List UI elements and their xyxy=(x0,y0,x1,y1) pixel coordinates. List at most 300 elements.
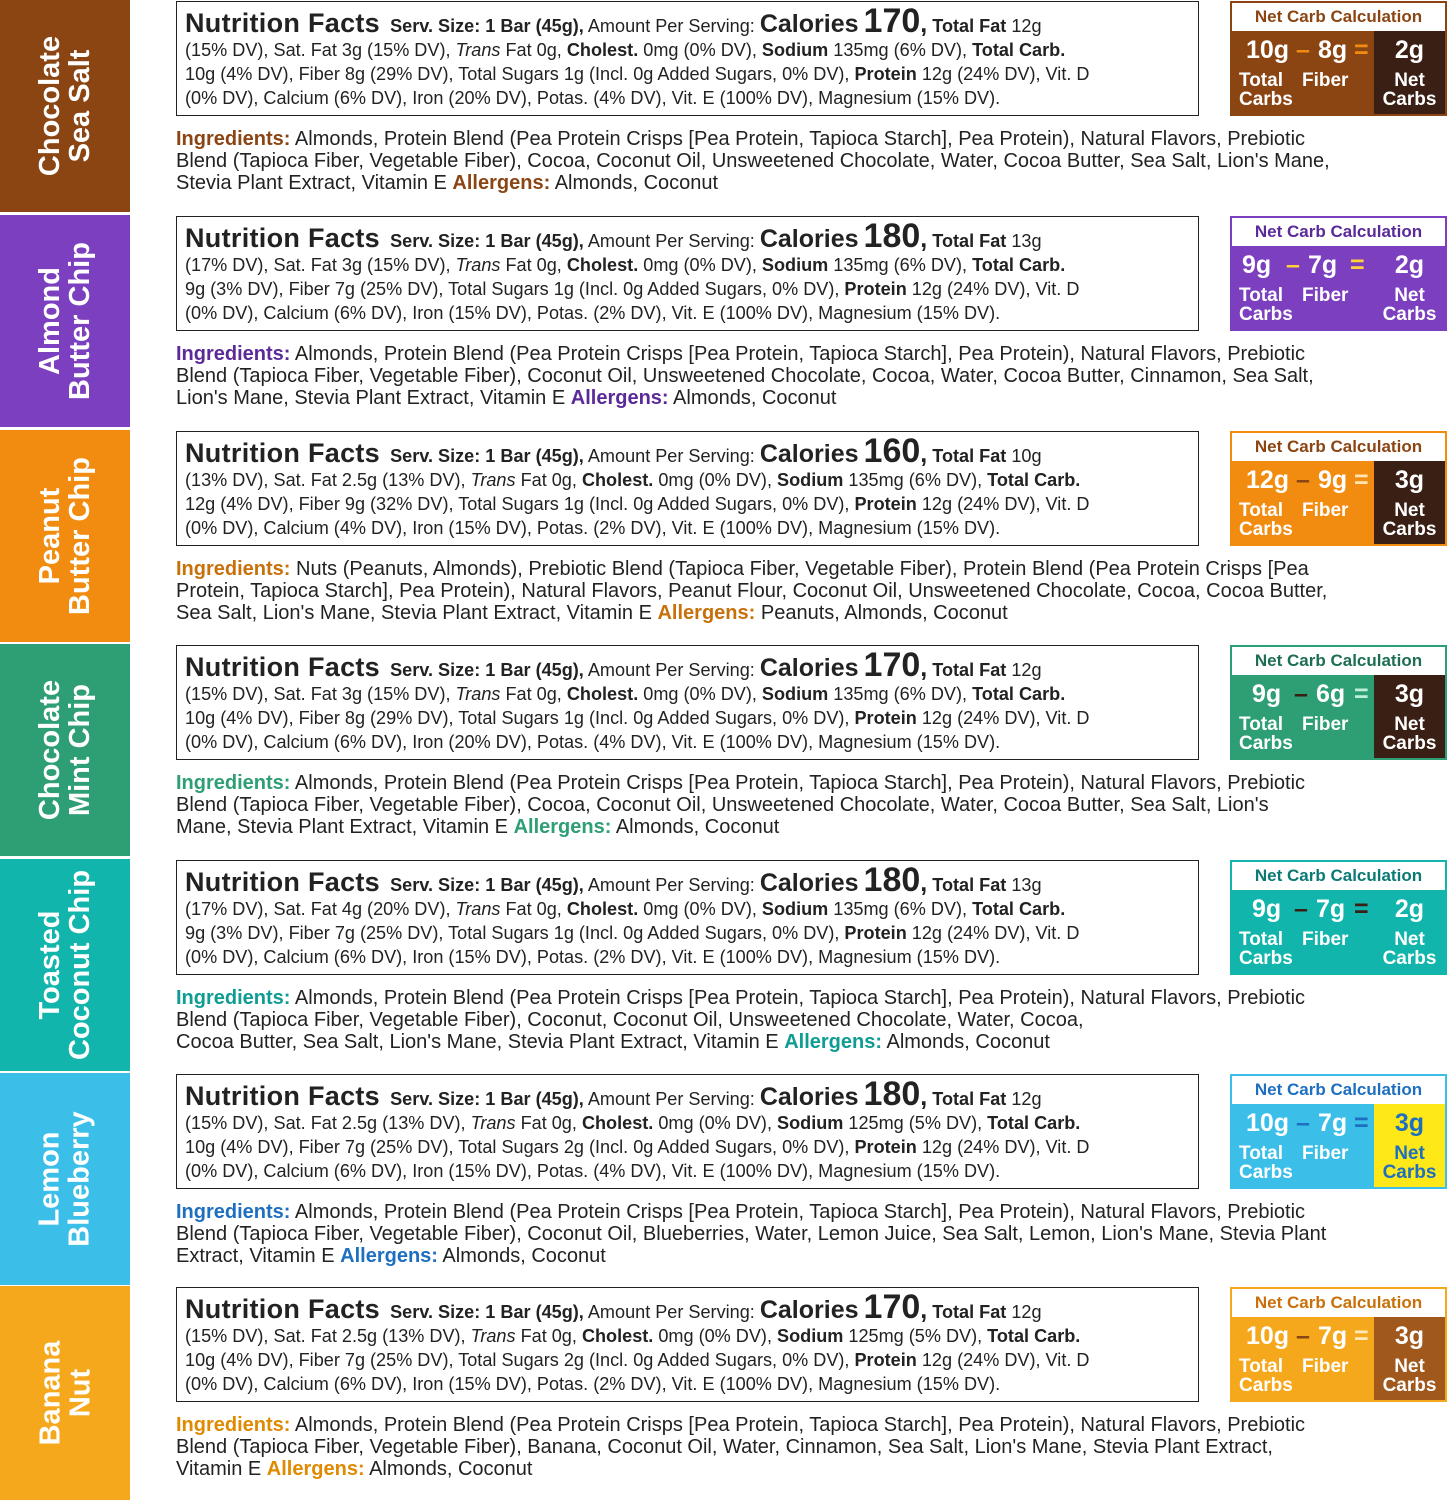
protein-value: 12g (24% DV), Vit. D xyxy=(921,494,1090,514)
amount-per-serving: Amount Per Serving: xyxy=(587,446,755,466)
allergens-label: Allergens: xyxy=(784,1031,883,1053)
total-fat-label: Total Fat xyxy=(932,16,1007,36)
carb-fiber-values: 9g (3% DV), Fiber 7g (25% DV), xyxy=(185,923,444,943)
equals-sign: = xyxy=(1354,1322,1369,1350)
fiber-value: 7g xyxy=(1318,1322,1348,1350)
protein-label: Protein xyxy=(854,1350,917,1370)
trans-fat-value: Fat 0g, xyxy=(520,1326,577,1346)
total-sugars-label: Total Sugars xyxy=(448,279,549,299)
allergens-value: Almonds, Coconut xyxy=(673,387,837,409)
total-carb-label: Total Carb. xyxy=(972,255,1066,275)
cholest-label: Cholest. xyxy=(581,1326,654,1346)
sodium-label: Sodium xyxy=(761,255,829,275)
allergens-value: Almonds, Coconut xyxy=(886,1031,1050,1053)
total-label: Total xyxy=(1239,285,1283,306)
calories-label: Calories xyxy=(759,225,859,253)
ingredients-label: Ingredients: xyxy=(176,1201,291,1223)
fiber-value: 7g xyxy=(1318,1109,1348,1137)
ingredients-line: Almonds, Protein Blend (Pea Protein Crisps [Pea Protein, Tapioca Starch], Pea Protein), Natural Flavors, Prebiotic xyxy=(294,343,1306,365)
carb-fiber-values: 10g (4% DV), Fiber 8g (29% DV), xyxy=(185,708,454,728)
equals-sign: = xyxy=(1354,1109,1369,1137)
ingredients-label: Ingredients: xyxy=(176,772,291,794)
allergens-label: Allergens: xyxy=(340,1245,438,1267)
sodium-value: 135mg (6% DV), xyxy=(833,684,968,704)
calories-label: Calories xyxy=(759,1083,859,1111)
total-fat-dv: (13% DV), xyxy=(185,470,269,490)
protein-label: Protein xyxy=(854,708,917,728)
allergens-value: Almonds, Coconut xyxy=(615,816,780,838)
carbs-label: Carbs xyxy=(1382,733,1437,754)
calories-value: 160 xyxy=(863,432,921,470)
carbs-label: Carbs xyxy=(1239,1375,1293,1396)
nutrition-facts-panel: Nutrition Facts Serv. Size: 1 Bar (45g), Amount Per Serving: Calories 180, Total Fat 13g (17% DV), Sat. Fat 3g (15% DV), Trans Fat 0g, Cholest. 0mg (0% DV), Sodium 135mg (6% DV), Total Carb. 9g (3% DV), Fiber 7g (25% DV), Total Sugars 1g (Incl. 0g Added Sugars, 0% DV), Protein 12g (24% DV), Vit. D (0% DV), Calcium (6% DV), Iron (15% DV), Potas. (2% DV), Vit. E (100% DV), Magnesium (15% DV). xyxy=(176,216,1199,331)
serving-size: Serv. Size: 1 Bar (45g), xyxy=(390,231,584,251)
net-carb-title: Net Carb Calculation xyxy=(1254,7,1423,26)
ingredients-label: Ingredients: xyxy=(176,987,291,1009)
sodium-value: 135mg (6% DV), xyxy=(833,899,968,919)
fiber-label: Fiber xyxy=(1302,285,1349,306)
trans-label: Trans xyxy=(470,1113,516,1133)
cholest-label: Cholest. xyxy=(566,255,639,275)
net-carbs-value: 2g xyxy=(1394,36,1425,64)
carbs-label: Carbs xyxy=(1382,89,1437,110)
net-label: Net xyxy=(1394,285,1425,306)
ingredients-text xyxy=(176,772,1451,838)
sugars-value: 1g (Incl. 0g Added Sugars, 0% DV), xyxy=(563,708,850,728)
carbs-label: Carbs xyxy=(1382,1375,1437,1396)
carbs-label: Carbs xyxy=(1382,519,1437,540)
flavor-label-tab xyxy=(0,644,130,856)
minus-sign: – xyxy=(1296,466,1310,494)
total-label: Total xyxy=(1239,929,1283,950)
net-carbs-value: 3g xyxy=(1394,466,1425,494)
vitamins-minerals: (0% DV), Calcium (6% DV), Iron (15% DV), Potas. (2% DV), Vit. E (100% DV), Magnesium (15% DV). xyxy=(185,1374,1001,1394)
fiber-value: 6g xyxy=(1316,680,1346,708)
sat-fat-label: Sat. Fat xyxy=(273,40,337,60)
total-carbs-value: 10g xyxy=(1246,36,1290,64)
sugars-value: 2g (Incl. 0g Added Sugars, 0% DV), xyxy=(563,1350,850,1370)
total-fat-value: 12g xyxy=(1011,1089,1042,1109)
total-fat-value: 12g xyxy=(1011,660,1042,680)
allergens-value: Almonds, Coconut xyxy=(369,1458,533,1480)
carb-fiber-values: 9g (3% DV), Fiber 7g (25% DV), xyxy=(185,279,444,299)
sugars-value: 1g (Incl. 0g Added Sugars, 0% DV), xyxy=(563,64,850,84)
minus-sign: – xyxy=(1294,895,1308,923)
vitamins-minerals: (0% DV), Calcium (6% DV), Iron (20% DV), Potas. (4% DV), Vit. E (100% DV), Magnesium (15% DV). xyxy=(185,88,1001,108)
fiber-value: 7g xyxy=(1308,251,1338,279)
ingredients-line: Almonds, Protein Blend (Pea Protein Crisps [Pea Protein, Tapioca Starch], Pea Protein), Natural Flavors, Prebiotic xyxy=(294,1201,1306,1223)
total-fat-dv: (17% DV), xyxy=(185,255,269,275)
minus-sign: – xyxy=(1286,251,1300,279)
total-label: Total xyxy=(1239,70,1283,91)
ingredients-line: Blend (Tapioca Fiber, Vegetable Fiber), Banana, Coconut Oil, Water, Cinnamon, Sea Salt, Lion's Mane, Stevia Plant Extract, xyxy=(176,1436,1273,1458)
sat-fat-value: 3g (15% DV), xyxy=(341,684,451,704)
ingredients-line: Lion's Mane, Stevia Plant Extract, Vitamin E xyxy=(176,387,566,409)
carbs-label: Carbs xyxy=(1382,1162,1437,1183)
carbs-label: Carbs xyxy=(1239,948,1293,969)
vitamins-minerals: (0% DV), Calcium (6% DV), Iron (15% DV), Potas. (2% DV), Vit. E (100% DV), Magnesium (15% DV). xyxy=(185,947,1001,967)
total-carb-label: Total Carb. xyxy=(987,1113,1081,1133)
calories-label: Calories xyxy=(759,654,859,682)
protein-value: 12g (24% DV), Vit. D xyxy=(911,923,1080,943)
total-sugars-label: Total Sugars xyxy=(448,923,549,943)
ingredients-line: Nuts (Peanuts, Almonds), Prebiotic Blend (Tapioca Fiber, Vegetable Fiber), Protein Blend (Pea Protein Crisps [Pea xyxy=(296,558,1309,580)
fiber-value: 8g xyxy=(1318,36,1348,64)
trans-label: Trans xyxy=(470,470,516,490)
total-carbs-value: 12g xyxy=(1246,466,1290,494)
nutrition-facts-panel: Nutrition Facts Serv. Size: 1 Bar (45g), Amount Per Serving: Calories 180, Total Fat 12g (15% DV), Sat. Fat 2.5g (13% DV), Trans Fat 0g, Cholest. 0mg (0% DV), Sodium 125mg (5% DV), Total Carb. 10g (4% DV), Fiber 7g (25% DV), Total Sugars 2g (Incl. 0g Added Sugars, 0% DV), Protein 12g (24% DV), Vit. D (0% DV), Calcium (6% DV), Iron (15% DV), Potas. (4% DV), Vit. E (100% DV), Magnesium (15% DV). xyxy=(176,1074,1199,1189)
sodium-label: Sodium xyxy=(761,684,829,704)
total-fat-dv: (15% DV), xyxy=(185,40,269,60)
flavor-name: Toasted xyxy=(34,910,67,1020)
sodium-label: Sodium xyxy=(761,899,829,919)
carb-fiber-values: 12g (4% DV), Fiber 9g (32% DV), xyxy=(185,494,454,514)
cholest-value: 0mg (0% DV), xyxy=(643,255,757,275)
flavor-name: Butter Chip xyxy=(64,457,96,615)
nutrition-facts-title: Nutrition Facts xyxy=(185,1294,381,1324)
ingredients-line: Almonds, Protein Blend (Pea Protein Crisps [Pea Protein, Tapioca Starch], Pea Protein), Natural Flavors, Prebiotic xyxy=(294,987,1306,1009)
fiber-label: Fiber xyxy=(1302,500,1349,521)
net-label: Net xyxy=(1394,500,1425,521)
nutrition-facts-panel: Nutrition Facts Serv. Size: 1 Bar (45g), Amount Per Serving: Calories 170, Total Fat 12g (15% DV), Sat. Fat 3g (15% DV), Trans Fat 0g, Cholest. 0mg (0% DV), Sodium 135mg (6% DV), Total Carb. 10g (4% DV), Fiber 8g (29% DV), Total Sugars 1g (Incl. 0g Added Sugars, 0% DV), Protein 12g (24% DV), Vit. D (0% DV), Calcium (6% DV), Iron (20% DV), Potas. (4% DV), Vit. E (100% DV), Magnesium (15% DV). xyxy=(176,1,1199,116)
cholest-label: Cholest. xyxy=(566,40,639,60)
sat-fat-value: 2.5g (13% DV), xyxy=(341,1113,466,1133)
protein-label: Protein xyxy=(854,64,917,84)
flavor-label-tab xyxy=(0,1073,130,1285)
ingredients-line: Almonds, Protein Blend (Pea Protein Crisps [Pea Protein, Tapioca Starch], Pea Protein), Natural Flavors, Prebiotic xyxy=(294,128,1306,150)
flavor-name: Banana xyxy=(33,1340,66,1446)
serving-size: Serv. Size: 1 Bar (45g), xyxy=(390,446,584,466)
trans-label: Trans xyxy=(455,255,501,275)
allergens-value: Peanuts, Almonds, Coconut xyxy=(760,602,1008,624)
allergens-label: Allergens: xyxy=(657,602,756,624)
net-carb-calculation-box xyxy=(1230,431,1447,546)
vitamins-minerals: (0% DV), Calcium (6% DV), Iron (15% DV), Potas. (2% DV), Vit. E (100% DV), Magnesium (15% DV). xyxy=(185,303,1001,323)
cholest-value: 0mg (0% DV), xyxy=(658,470,772,490)
serving-size: Serv. Size: 1 Bar (45g), xyxy=(390,875,584,895)
fiber-label: Fiber xyxy=(1302,714,1349,735)
net-carbs-value: 3g xyxy=(1394,1109,1425,1137)
ingredients-text xyxy=(176,987,1451,1053)
amount-per-serving: Amount Per Serving: xyxy=(587,875,755,895)
amount-per-serving: Amount Per Serving: xyxy=(587,1089,755,1109)
cholest-value: 0mg (0% DV), xyxy=(643,684,757,704)
calories-value: 170 xyxy=(863,646,921,684)
total-sugars-label: Total Sugars xyxy=(458,708,559,728)
serving-size: Serv. Size: 1 Bar (45g), xyxy=(390,1089,584,1109)
flavor-name: Chocolate xyxy=(34,679,66,821)
net-label: Net xyxy=(1394,1143,1425,1164)
net-carb-title: Net Carb Calculation xyxy=(1254,866,1423,885)
sat-fat-value: 3g (15% DV), xyxy=(341,40,451,60)
protein-value: 12g (24% DV), Vit. D xyxy=(911,279,1080,299)
net-carb-title: Net Carb Calculation xyxy=(1254,1293,1423,1312)
equals-sign: = xyxy=(1354,36,1369,64)
flavor-label-tab xyxy=(0,1286,130,1500)
nutrition-facts-title: Nutrition Facts xyxy=(185,223,381,253)
total-sugars-label: Total Sugars xyxy=(458,1137,559,1157)
calories-value: 180 xyxy=(863,217,921,255)
ingredients-line: Sea Salt, Lion's Mane, Stevia Plant Extract, Vitamin E xyxy=(176,602,652,624)
trans-fat-value: Fat 0g, xyxy=(520,470,577,490)
carbs-label: Carbs xyxy=(1239,89,1293,110)
ingredients-line: Almonds, Protein Blend (Pea Protein Crisps [Pea Protein, Tapioca Starch], Pea Protein), Natural Flavors, Prebiotic xyxy=(294,1414,1306,1436)
nutrition-facts-panel: Nutrition Facts Serv. Size: 1 Bar (45g), Amount Per Serving: Calories 170, Total Fat 12g (15% DV), Sat. Fat 2.5g (13% DV), Trans Fat 0g, Cholest. 0mg (0% DV), Sodium 125mg (5% DV), Total Carb. 10g (4% DV), Fiber 7g (25% DV), Total Sugars 2g (Incl. 0g Added Sugars, 0% DV), Protein 12g (24% DV), Vit. D (0% DV), Calcium (6% DV), Iron (15% DV), Potas. (2% DV), Vit. E (100% DV), Magnesium (15% DV). xyxy=(176,1287,1199,1402)
ingredients-line: Blend (Tapioca Fiber, Vegetable Fiber), Coconut, Coconut Oil, Unsweetened Chocolate, Water, Cocoa, xyxy=(176,1009,1084,1031)
total-fat-value: 10g xyxy=(1011,446,1042,466)
minus-sign: – xyxy=(1296,1109,1310,1137)
sodium-value: 125mg (5% DV), xyxy=(848,1326,983,1346)
total-sugars-label: Total Sugars xyxy=(458,494,559,514)
sat-fat-label: Sat. Fat xyxy=(273,470,337,490)
ingredients-line: Cocoa Butter, Sea Salt, Lion's Mane, Stevia Plant Extract, Vitamin E xyxy=(176,1031,779,1053)
ingredients-line: Extract, Vitamin E xyxy=(176,1245,335,1267)
trans-fat-value: Fat 0g, xyxy=(505,684,562,704)
flavor-label-tab xyxy=(0,215,130,427)
flavor-name: Chocolate xyxy=(34,35,66,177)
flavor-name: Mint Chip xyxy=(64,683,96,817)
total-carb-label: Total Carb. xyxy=(972,899,1066,919)
ingredients-text xyxy=(176,1414,1451,1480)
trans-fat-value: Fat 0g, xyxy=(505,255,562,275)
flavor-name: Butter Chip xyxy=(64,242,96,400)
vitamins-minerals: (0% DV), Calcium (6% DV), Iron (15% DV), Potas. (4% DV), Vit. E (100% DV), Magnesium (15% DV). xyxy=(185,1161,1001,1181)
allergens-label: Allergens: xyxy=(452,172,551,194)
sugars-value: 2g (Incl. 0g Added Sugars, 0% DV), xyxy=(563,1137,850,1157)
sugars-value: 1g (Incl. 0g Added Sugars, 0% DV), xyxy=(553,923,840,943)
equals-sign: = xyxy=(1350,251,1365,279)
protein-value: 12g (24% DV), Vit. D xyxy=(921,64,1090,84)
nutrition-facts-panel: Nutrition Facts Serv. Size: 1 Bar (45g), Amount Per Serving: Calories 180, Total Fat 13g (17% DV), Sat. Fat 4g (20% DV), Trans Fat 0g, Cholest. 0mg (0% DV), Sodium 135mg (6% DV), Total Carb. 9g (3% DV), Fiber 7g (25% DV), Total Sugars 1g (Incl. 0g Added Sugars, 0% DV), Protein 12g (24% DV), Vit. D (0% DV), Calcium (6% DV), Iron (15% DV), Potas. (2% DV), Vit. E (100% DV), Magnesium (15% DV). xyxy=(176,860,1199,975)
equals-sign: = xyxy=(1354,466,1369,494)
total-carbs-value: 9g xyxy=(1252,680,1282,708)
ingredients-label: Ingredients: xyxy=(176,1414,291,1436)
carbs-label: Carbs xyxy=(1382,304,1437,325)
sat-fat-value: 3g (15% DV), xyxy=(341,255,451,275)
flavor-label-tab xyxy=(0,0,130,212)
minus-sign: – xyxy=(1296,1322,1310,1350)
minus-sign: – xyxy=(1294,680,1308,708)
net-carb-title: Net Carb Calculation xyxy=(1254,1080,1423,1099)
nutrition-facts-title: Nutrition Facts xyxy=(185,867,381,897)
ingredients-line: Stevia Plant Extract, Vitamin E xyxy=(176,172,447,194)
net-carbs-value: 2g xyxy=(1394,251,1425,279)
total-fat-value: 13g xyxy=(1011,231,1042,251)
nutrition-facts-title: Nutrition Facts xyxy=(185,8,381,38)
sat-fat-label: Sat. Fat xyxy=(273,1326,337,1346)
total-fat-label: Total Fat xyxy=(932,1089,1007,1109)
calories-value: 180 xyxy=(863,1075,921,1113)
flavor-name: Almond xyxy=(34,267,66,375)
total-carbs-value: 9g xyxy=(1242,251,1272,279)
total-carb-label: Total Carb. xyxy=(987,1326,1081,1346)
trans-label: Trans xyxy=(470,1326,516,1346)
sat-fat-value: 2.5g (13% DV), xyxy=(341,470,466,490)
serving-size: Serv. Size: 1 Bar (45g), xyxy=(390,1302,584,1322)
sodium-value: 135mg (6% DV), xyxy=(848,470,983,490)
sat-fat-value: 4g (20% DV), xyxy=(341,899,451,919)
nutrition-facts-panel: Nutrition Facts Serv. Size: 1 Bar (45g), Amount Per Serving: Calories 160, Total Fat 10g (13% DV), Sat. Fat 2.5g (13% DV), Trans Fat 0g, Cholest. 0mg (0% DV), Sodium 135mg (6% DV), Total Carb. 12g (4% DV), Fiber 9g (32% DV), Total Sugars 1g (Incl. 0g Added Sugars, 0% DV), Protein 12g (24% DV), Vit. D (0% DV), Calcium (4% DV), Iron (15% DV), Potas. (2% DV), Vit. E (100% DV), Magnesium (15% DV). xyxy=(176,431,1199,546)
total-label: Total xyxy=(1239,1356,1283,1377)
net-label: Net xyxy=(1394,929,1425,950)
total-fat-dv: (15% DV), xyxy=(185,684,269,704)
sugars-value: 1g (Incl. 0g Added Sugars, 0% DV), xyxy=(563,494,850,514)
calories-value: 180 xyxy=(863,861,921,899)
carbs-label: Carbs xyxy=(1239,733,1293,754)
total-fat-dv: (15% DV), xyxy=(185,1326,269,1346)
sodium-value: 135mg (6% DV), xyxy=(833,255,968,275)
sat-fat-label: Sat. Fat xyxy=(273,255,337,275)
serving-size: Serv. Size: 1 Bar (45g), xyxy=(390,660,584,680)
total-label: Total xyxy=(1239,714,1283,735)
ingredients-label: Ingredients: xyxy=(176,343,291,365)
ingredients-line: Almonds, Protein Blend (Pea Protein Crisps [Pea Protein, Tapioca Starch], Pea Protein), Natural Flavors, Prebiotic xyxy=(294,772,1306,794)
total-sugars-label: Total Sugars xyxy=(458,64,559,84)
trans-label: Trans xyxy=(455,899,501,919)
total-fat-dv: (17% DV), xyxy=(185,899,269,919)
sodium-label: Sodium xyxy=(777,470,844,490)
net-carb-calculation-box xyxy=(1230,860,1447,975)
protein-label: Protein xyxy=(844,279,907,299)
cholest-value: 0mg (0% DV), xyxy=(658,1113,772,1133)
total-carb-label: Total Carb. xyxy=(972,40,1066,60)
net-carb-calculation-box xyxy=(1230,216,1447,331)
protein-value: 12g (24% DV), Vit. D xyxy=(921,708,1090,728)
sat-fat-label: Sat. Fat xyxy=(273,899,337,919)
cholest-value: 0mg (0% DV), xyxy=(658,1326,772,1346)
total-carb-label: Total Carb. xyxy=(972,684,1066,704)
carbs-label: Carbs xyxy=(1239,519,1293,540)
flavor-name: Sea Salt xyxy=(64,49,96,163)
fiber-label: Fiber xyxy=(1302,70,1349,91)
allergens-label: Allergens: xyxy=(570,387,669,409)
carbs-label: Carbs xyxy=(1382,948,1437,969)
protein-value: 12g (24% DV), Vit. D xyxy=(921,1137,1090,1157)
nutrition-facts-title: Nutrition Facts xyxy=(185,652,381,682)
calories-value: 170 xyxy=(863,2,921,40)
fiber-label: Fiber xyxy=(1302,929,1349,950)
fiber-value: 9g xyxy=(1318,466,1348,494)
trans-label: Trans xyxy=(455,40,501,60)
sodium-label: Sodium xyxy=(777,1113,844,1133)
flavor-label-tab xyxy=(0,430,130,642)
ingredients-line: Protein, Tapioca Starch], Pea Protein), Natural Flavors, Peanut Flour, Coconut Oil, Unsweetened Chocolate, Cocoa, Cocoa Butter, xyxy=(176,580,1328,602)
cholest-label: Cholest. xyxy=(581,470,654,490)
ingredients-label: Ingredients: xyxy=(176,558,291,580)
carb-fiber-values: 10g (4% DV), Fiber 8g (29% DV), xyxy=(185,64,454,84)
nutrition-facts-panel: Nutrition Facts Serv. Size: 1 Bar (45g), Amount Per Serving: Calories 170, Total Fat 12g (15% DV), Sat. Fat 3g (15% DV), Trans Fat 0g, Cholest. 0mg (0% DV), Sodium 135mg (6% DV), Total Carb. 10g (4% DV), Fiber 8g (29% DV), Total Sugars 1g (Incl. 0g Added Sugars, 0% DV), Protein 12g (24% DV), Vit. D (0% DV), Calcium (6% DV), Iron (20% DV), Potas. (4% DV), Vit. E (100% DV), Magnesium (15% DV). xyxy=(176,645,1199,760)
protein-label: Protein xyxy=(844,923,907,943)
ingredients-text xyxy=(176,558,1451,624)
allergens-label: Allergens: xyxy=(266,1458,365,1480)
allergens-value: Almonds, Coconut xyxy=(554,172,719,194)
net-carb-calculation-box xyxy=(1230,1,1447,116)
serving-size: Serv. Size: 1 Bar (45g), xyxy=(390,16,584,36)
total-fat-label: Total Fat xyxy=(932,446,1007,466)
nutrition-facts-title: Nutrition Facts xyxy=(185,1081,381,1111)
total-fat-label: Total Fat xyxy=(932,660,1007,680)
sugars-value: 1g (Incl. 0g Added Sugars, 0% DV), xyxy=(553,279,840,299)
total-carbs-value: 9g xyxy=(1252,895,1282,923)
ingredients-label: Ingredients: xyxy=(176,128,291,150)
flavor-name: Lemon xyxy=(34,1131,67,1227)
vitamins-minerals: (0% DV), Calcium (6% DV), Iron (20% DV), Potas. (4% DV), Vit. E (100% DV), Magnesium (15% DV). xyxy=(185,732,1001,752)
ingredients-line: Mane, Stevia Plant Extract, Vitamin E xyxy=(176,816,509,838)
calories-label: Calories xyxy=(759,869,859,897)
net-carbs-value: 3g xyxy=(1394,680,1425,708)
flavor-name: Coconut Chip xyxy=(64,869,97,1061)
ingredients-line: Blend (Tapioca Fiber, Vegetable Fiber), Coconut Oil, Unsweetened Chocolate, Cocoa, Water, Cocoa Butter, Cinnamon, Sea Salt, xyxy=(176,365,1314,387)
total-carbs-value: 10g xyxy=(1246,1109,1290,1137)
allergens-label: Allergens: xyxy=(513,816,612,838)
calories-label: Calories xyxy=(759,10,859,38)
trans-fat-value: Fat 0g, xyxy=(505,40,562,60)
fiber-label: Fiber xyxy=(1302,1143,1349,1164)
net-carb-title: Net Carb Calculation xyxy=(1254,222,1423,241)
net-carbs-value: 3g xyxy=(1394,1322,1425,1350)
total-fat-label: Total Fat xyxy=(932,1302,1007,1322)
ingredients-text xyxy=(176,128,1451,194)
protein-label: Protein xyxy=(854,494,917,514)
calories-value: 170 xyxy=(863,1288,921,1326)
net-carb-calculation-box xyxy=(1230,1074,1447,1189)
net-label: Net xyxy=(1394,714,1425,735)
net-carb-title: Net Carb Calculation xyxy=(1254,437,1423,456)
trans-fat-value: Fat 0g, xyxy=(520,1113,577,1133)
carbs-label: Carbs xyxy=(1239,1162,1293,1183)
ingredients-text xyxy=(176,1201,1451,1267)
net-carbs-value: 2g xyxy=(1394,895,1425,923)
total-fat-value: 12g xyxy=(1011,1302,1042,1322)
cholest-value: 0mg (0% DV), xyxy=(643,40,757,60)
calories-label: Calories xyxy=(759,1296,859,1324)
cholest-label: Cholest. xyxy=(581,1113,654,1133)
total-label: Total xyxy=(1239,500,1283,521)
amount-per-serving: Amount Per Serving: xyxy=(587,16,755,36)
net-label: Net xyxy=(1394,1356,1425,1377)
ingredients-text xyxy=(176,343,1451,409)
flavor-name: Blueberry xyxy=(64,1111,97,1247)
sodium-label: Sodium xyxy=(761,40,829,60)
amount-per-serving: Amount Per Serving: xyxy=(587,231,755,251)
amount-per-serving: Amount Per Serving: xyxy=(587,660,755,680)
trans-fat-value: Fat 0g, xyxy=(505,899,562,919)
total-fat-label: Total Fat xyxy=(932,231,1007,251)
sat-fat-value: 2.5g (13% DV), xyxy=(341,1326,466,1346)
ingredients-line: Blend (Tapioca Fiber, Vegetable Fiber), Cocoa, Coconut Oil, Unsweetened Chocolate, Water, Cocoa Butter, Sea Salt, Lion's Mane, xyxy=(176,150,1330,172)
total-sugars-label: Total Sugars xyxy=(458,1350,559,1370)
ingredients-line: Blend (Tapioca Fiber, Vegetable Fiber), Cocoa, Coconut Oil, Unsweetened Chocolate, Water, Cocoa Butter, Sea Salt, Lion's xyxy=(176,794,1269,816)
protein-label: Protein xyxy=(854,1137,917,1157)
minus-sign: – xyxy=(1296,36,1310,64)
allergens-value: Almonds, Coconut xyxy=(442,1245,606,1267)
sodium-value: 135mg (6% DV), xyxy=(833,40,968,60)
ingredients-line: Blend (Tapioca Fiber, Vegetable Fiber), Coconut Oil, Blueberries, Water, Lemon Juice, Sea Salt, Lemon, Lion's Mane, Stevia Plant xyxy=(176,1223,1327,1245)
flavor-name: Peanut xyxy=(34,487,66,585)
cholest-value: 0mg (0% DV), xyxy=(643,899,757,919)
calories-label: Calories xyxy=(759,440,859,468)
equals-sign: = xyxy=(1354,895,1369,923)
flavor-label-tab xyxy=(0,859,130,1071)
total-fat-dv: (15% DV), xyxy=(185,1113,269,1133)
cholest-label: Cholest. xyxy=(566,899,639,919)
trans-label: Trans xyxy=(455,684,501,704)
cholest-label: Cholest. xyxy=(566,684,639,704)
carb-fiber-values: 10g (4% DV), Fiber 7g (25% DV), xyxy=(185,1350,454,1370)
carb-fiber-values: 10g (4% DV), Fiber 7g (25% DV), xyxy=(185,1137,454,1157)
protein-value: 12g (24% DV), Vit. D xyxy=(921,1350,1090,1370)
total-label: Total xyxy=(1239,1143,1283,1164)
